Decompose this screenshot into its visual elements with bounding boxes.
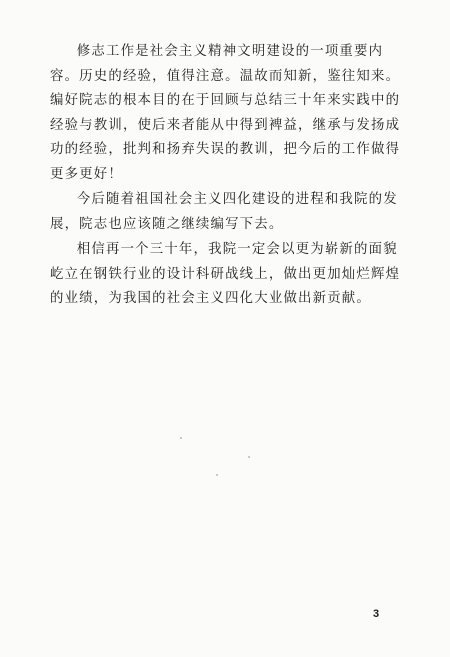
scan-speck [248, 456, 250, 458]
paragraph-2: 今后随着祖国社会主义四化建设的进程和我院的发展，院志也应该随之继续编写下去。 [50, 192, 398, 232]
body-text [50, 40, 412, 313]
scan-speck [216, 474, 218, 476]
paragraph-1: 修志工作是社会主义精神文明建设的一项重要内容。历史的经验，值得注意。温故而知新，鉴往知来。编好院志的根本目的在于回顾与总结三十年来实践中的经验与教训，使后来者能从中得到裨益，继承与发扬成功的经验，批判和扬弃失误的教训，把今后的工作做得更多更好！ [50, 44, 401, 182]
paragraph-3: 相信再一个三十年，我院一定会以更为崭新的面貌屹立在钢铁行业的设计科研战线上，做出更加灿烂辉煌的业绩，为我国的社会主义四化大业做出新贡献。 [50, 242, 401, 306]
page-number: 3 [373, 608, 380, 620]
scan-speck [180, 437, 182, 439]
